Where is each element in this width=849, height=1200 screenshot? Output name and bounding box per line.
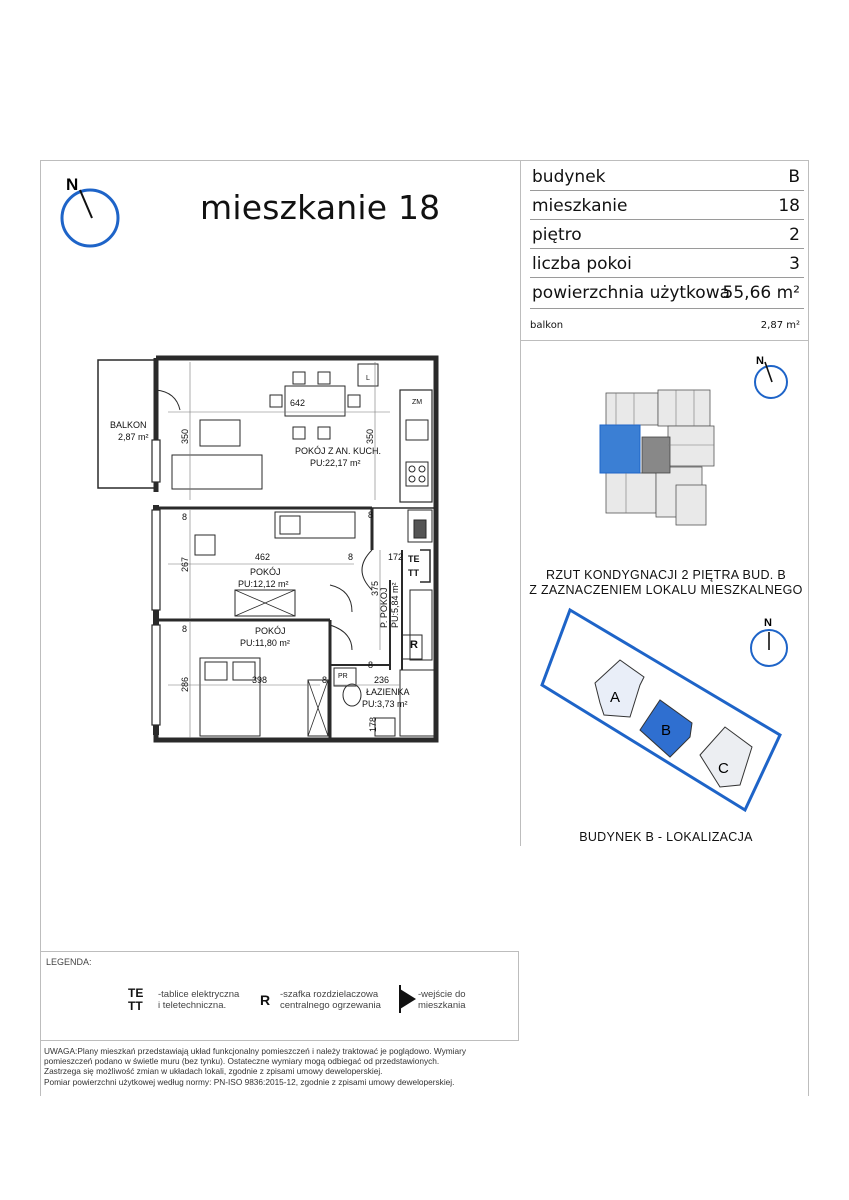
legend-item3-line1: -wejście do xyxy=(418,989,466,1000)
dim-8-e: 8 xyxy=(322,675,328,685)
compass-letter: N xyxy=(764,617,772,629)
room2-area: PU:11,80 m² xyxy=(240,638,290,648)
note-line3: Zastrzega się możliwość zmian w układach lokali, zgodnie z zpisami umowy deweloperskiej. xyxy=(44,1066,383,1077)
label-l: L xyxy=(366,375,370,382)
room2-name: POKÓJ xyxy=(255,626,286,636)
info-row-budynek xyxy=(530,164,804,191)
site-caption: BUDYNEK B - LOKALIZACJA xyxy=(579,830,753,844)
dim-350-left: 350 xyxy=(180,428,190,444)
legend-te-tt-symbol xyxy=(128,987,143,1013)
info-label: mieszkanie xyxy=(532,196,628,216)
room1-name: POKÓJ xyxy=(250,567,281,577)
frame-legend-right xyxy=(518,951,519,1041)
hall-area: PU:5,84 m² xyxy=(390,582,400,628)
legend-item2-line2: centralnego ogrzewania xyxy=(280,1000,381,1011)
legend-r-text xyxy=(280,989,381,1011)
legend-te: TE xyxy=(128,986,144,1000)
info-row-balkon xyxy=(530,318,804,336)
floor-plan xyxy=(90,350,440,750)
building-a-label: A xyxy=(610,689,621,706)
info-value: 55,66 m² xyxy=(722,283,800,303)
compass-north-keyplan xyxy=(748,352,794,406)
keyplan xyxy=(596,385,726,545)
dim-236: 236 xyxy=(374,675,390,685)
legend-item1-line2: i teletechniczna. xyxy=(158,1000,227,1011)
legend-item1-line1: -tablice elektryczna xyxy=(158,989,240,1000)
dim-398: 398 xyxy=(252,675,268,685)
label-te: TE xyxy=(408,554,420,564)
room1-area: PU:12,12 m² xyxy=(238,579,289,589)
entrance-arrow-icon xyxy=(388,984,420,1014)
info-value: B xyxy=(788,167,800,187)
bath-name: ŁAZIENKA xyxy=(366,687,410,697)
dim-8-d: 8 xyxy=(182,624,188,634)
info-label: powierzchnia użytkowa xyxy=(532,283,731,303)
balkon-area: 2,87 m² xyxy=(118,432,149,442)
balkon-value: 2,87 m² xyxy=(760,320,800,331)
info-value: 3 xyxy=(789,254,800,274)
building-c-label: C xyxy=(718,760,729,777)
frame-top xyxy=(40,160,808,161)
dim-375: 375 xyxy=(370,580,380,596)
disclaimer-note xyxy=(44,1046,514,1087)
label-r: R xyxy=(410,639,418,651)
balkon-name: BALKON xyxy=(110,420,147,430)
keyplan-caption-line2: Z ZAZNACZENIEM LOKALU MIESZKALNEGO xyxy=(529,583,803,597)
compass-letter: N xyxy=(756,355,764,367)
label-tt: TT xyxy=(408,568,419,578)
compass-north xyxy=(52,172,124,252)
frame-mid xyxy=(520,160,521,846)
info-row-pietro xyxy=(530,222,804,249)
legend-title: LEGENDA: xyxy=(46,957,92,967)
legend-item2-line1: -szafka rozdzielaczowa xyxy=(280,989,379,1000)
frame-right xyxy=(808,160,809,1096)
note-line4: Pomiar powierzchni użytkowej według normy: PN-ISO 9836:2015-12, zgodnie z zpisami umowy deweloperskiej. xyxy=(44,1076,455,1087)
legend-entrance-text xyxy=(418,989,466,1011)
outer-wall xyxy=(156,358,436,740)
hall-name: P. POKOJ xyxy=(379,587,389,628)
frame-left xyxy=(40,160,41,1096)
page-title: mieszkanie 18 xyxy=(200,188,441,227)
keyplan-highlight xyxy=(600,425,640,473)
frame-note-top xyxy=(40,1040,518,1041)
info-value: 18 xyxy=(778,196,800,216)
frame-info-bottom xyxy=(520,340,808,341)
label-pr: PR xyxy=(338,673,348,680)
legend-r-symbol: R xyxy=(260,992,271,1008)
frame-legend-top xyxy=(40,951,518,952)
info-label: piętro xyxy=(532,225,582,245)
info-row-powierzchnia xyxy=(530,280,804,309)
note-line2: pomieszczeń podano w świetle muru (bez tynku). Ostateczne wymiary mogą odbiegać od przedstawionych. xyxy=(44,1056,440,1067)
dim-8-a: 8 xyxy=(182,512,188,522)
legend-tt: TT xyxy=(128,999,143,1013)
dim-172: 172 xyxy=(388,552,404,562)
dim-178: 178 xyxy=(368,716,378,732)
info-row-liczba-pokoi xyxy=(530,251,804,278)
dim-8-c: 8 xyxy=(368,510,374,520)
note-line1: UWAGA:Plany mieszkań przedstawiają układ funkcjonalny pomieszczeń i należy traktować je poglądowo. Wymiary xyxy=(44,1046,467,1056)
compass-letter: N xyxy=(66,175,79,194)
room-living-area: PU:22,17 m² xyxy=(310,458,361,468)
dim-8-b: 8 xyxy=(348,552,354,562)
dim-286: 286 xyxy=(180,676,190,692)
dim-8-f: 8 xyxy=(368,660,374,670)
balkon-label: balkon xyxy=(530,320,564,331)
info-label: budynek xyxy=(532,167,606,187)
site-plan xyxy=(540,605,790,820)
bath-area: PU:3,73 m² xyxy=(362,699,408,709)
label-zm: ZM xyxy=(412,399,423,406)
room-living-name: POKÓJ Z AN. KUCH. xyxy=(295,446,382,456)
keyplan-caption-line1: RZUT KONDYGNACJI 2 PIĘTRA BUD. B xyxy=(546,568,786,582)
dim-267: 267 xyxy=(180,556,190,572)
keyplan-caption xyxy=(526,568,806,598)
legend-item3-line2: mieszkania xyxy=(418,1000,466,1011)
building-b-label: B xyxy=(661,722,672,739)
info-value: 2 xyxy=(789,225,800,245)
info-label: liczba pokoi xyxy=(532,254,632,274)
dim-350-right: 350 xyxy=(365,428,375,444)
dim-642: 642 xyxy=(290,398,306,408)
dim-462: 462 xyxy=(255,552,271,562)
info-row-mieszkanie xyxy=(530,193,804,220)
legend-te-tt-text xyxy=(158,989,239,1011)
